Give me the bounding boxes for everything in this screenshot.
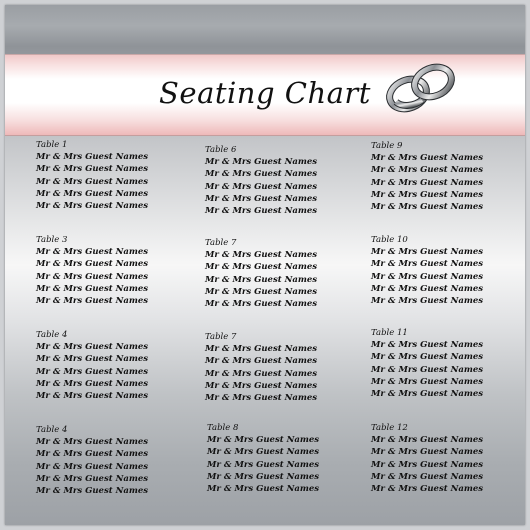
guest-line: Mr & Mrs Guest Names [371,447,484,458]
table-block [36,330,186,402]
guest-line: Mr & Mrs Guest Names [36,201,149,212]
guest-line: Mr & Mrs Guest Names [36,271,149,282]
guest-line: Mr & Mrs Guest Names [371,376,484,387]
guest-line: Mr & Mrs Guest Names [371,247,484,257]
guest-line: Mr & Mrs Guest Names [36,283,149,294]
table-block [207,423,357,495]
guest-line: Mr & Mrs Guest Names [371,165,484,176]
guest-line: Mr & Mrs Guest Names [371,153,484,163]
table-block [36,140,186,212]
guest-line: Mr & Mrs Guest Names [36,391,149,402]
guest-line: Mr & Mrs Guest Names [205,344,318,354]
guest-line: Mr & Mrs Guest Names [371,177,484,188]
guest-line: Mr & Mrs Guest Names [205,380,318,391]
guest-line: Mr & Mrs Guest Names [205,274,318,285]
guest-line: Mr & Mrs Guest Names [371,340,484,350]
table-name: Table 6 [205,145,237,155]
guest-line: Mr & Mrs Guest Names [207,471,320,482]
guest-line: Mr & Mrs Guest Names [371,484,484,495]
guest-line: Mr & Mrs Guest Names [36,164,149,175]
guest-line: Mr & Mrs Guest Names [205,356,318,367]
table-name: Table 1 [36,140,68,150]
guest-line: Mr & Mrs Guest Names [36,342,149,352]
guest-line: Mr & Mrs Guest Names [36,449,149,460]
guest-line: Mr & Mrs Guest Names [207,435,320,445]
guest-line: Mr & Mrs Guest Names [205,299,318,310]
guest-line: Mr & Mrs Guest Names [207,459,320,470]
guest-line: Mr & Mrs Guest Names [205,206,318,217]
table-block [371,141,521,213]
guest-line: Mr & Mrs Guest Names [36,354,149,365]
table-name: Table 7 [205,238,237,248]
table-block [36,425,186,497]
table-block [371,328,521,400]
table-name: Table 11 [371,328,408,338]
table-block [205,332,355,404]
guest-line: Mr & Mrs Guest Names [36,473,149,484]
guest-line: Mr & Mrs Guest Names [205,368,318,379]
guest-line: Mr & Mrs Guest Names [205,169,318,180]
table-name: Table 9 [371,141,403,151]
page-title: Seating Chart [159,76,371,110]
guest-line: Mr & Mrs Guest Names [205,393,318,404]
guest-line: Mr & Mrs Guest Names [36,188,149,199]
guest-line: Mr & Mrs Guest Names [371,189,484,200]
guest-line: Mr & Mrs Guest Names [205,193,318,204]
guest-line: Mr & Mrs Guest Names [371,271,484,282]
guest-line: Mr & Mrs Guest Names [205,250,318,260]
guest-line: Mr & Mrs Guest Names [371,471,484,482]
table-name: Table 3 [36,235,68,245]
guest-line: Mr & Mrs Guest Names [205,262,318,273]
guest-line: Mr & Mrs Guest Names [371,202,484,213]
guest-line: Mr & Mrs Guest Names [36,486,149,497]
guest-line: Mr & Mrs Guest Names [371,389,484,400]
table-block [205,238,355,310]
guest-line: Mr & Mrs Guest Names [205,286,318,297]
guest-line: Mr & Mrs Guest Names [371,435,484,445]
guest-line: Mr & Mrs Guest Names [36,247,149,257]
guest-line: Mr & Mrs Guest Names [371,296,484,307]
guest-line: Mr & Mrs Guest Names [371,283,484,294]
guest-line: Mr & Mrs Guest Names [36,259,149,270]
guest-line: Mr & Mrs Guest Names [207,484,320,495]
guest-line: Mr & Mrs Guest Names [205,181,318,192]
table-block [371,423,521,495]
table-name: Table 4 [36,425,68,435]
wedding-rings-icon [382,58,462,116]
guest-line: Mr & Mrs Guest Names [205,157,318,167]
guest-line: Mr & Mrs Guest Names [36,461,149,472]
table-block [371,235,521,307]
guest-line: Mr & Mrs Guest Names [36,152,149,162]
guest-line: Mr & Mrs Guest Names [371,459,484,470]
guest-line: Mr & Mrs Guest Names [36,378,149,389]
table-block [36,235,186,307]
table-name: Table 4 [36,330,68,340]
guest-line: Mr & Mrs Guest Names [36,437,149,447]
table-block [205,145,355,217]
guest-line: Mr & Mrs Guest Names [207,447,320,458]
table-name: Table 10 [371,235,408,245]
guest-line: Mr & Mrs Guest Names [36,366,149,377]
table-name: Table 7 [205,332,237,342]
table-name: Table 8 [207,423,239,433]
guest-line: Mr & Mrs Guest Names [36,296,149,307]
table-name: Table 12 [371,423,408,433]
guest-line: Mr & Mrs Guest Names [371,364,484,375]
guest-line: Mr & Mrs Guest Names [36,176,149,187]
guest-line: Mr & Mrs Guest Names [371,259,484,270]
guest-line: Mr & Mrs Guest Names [371,352,484,363]
